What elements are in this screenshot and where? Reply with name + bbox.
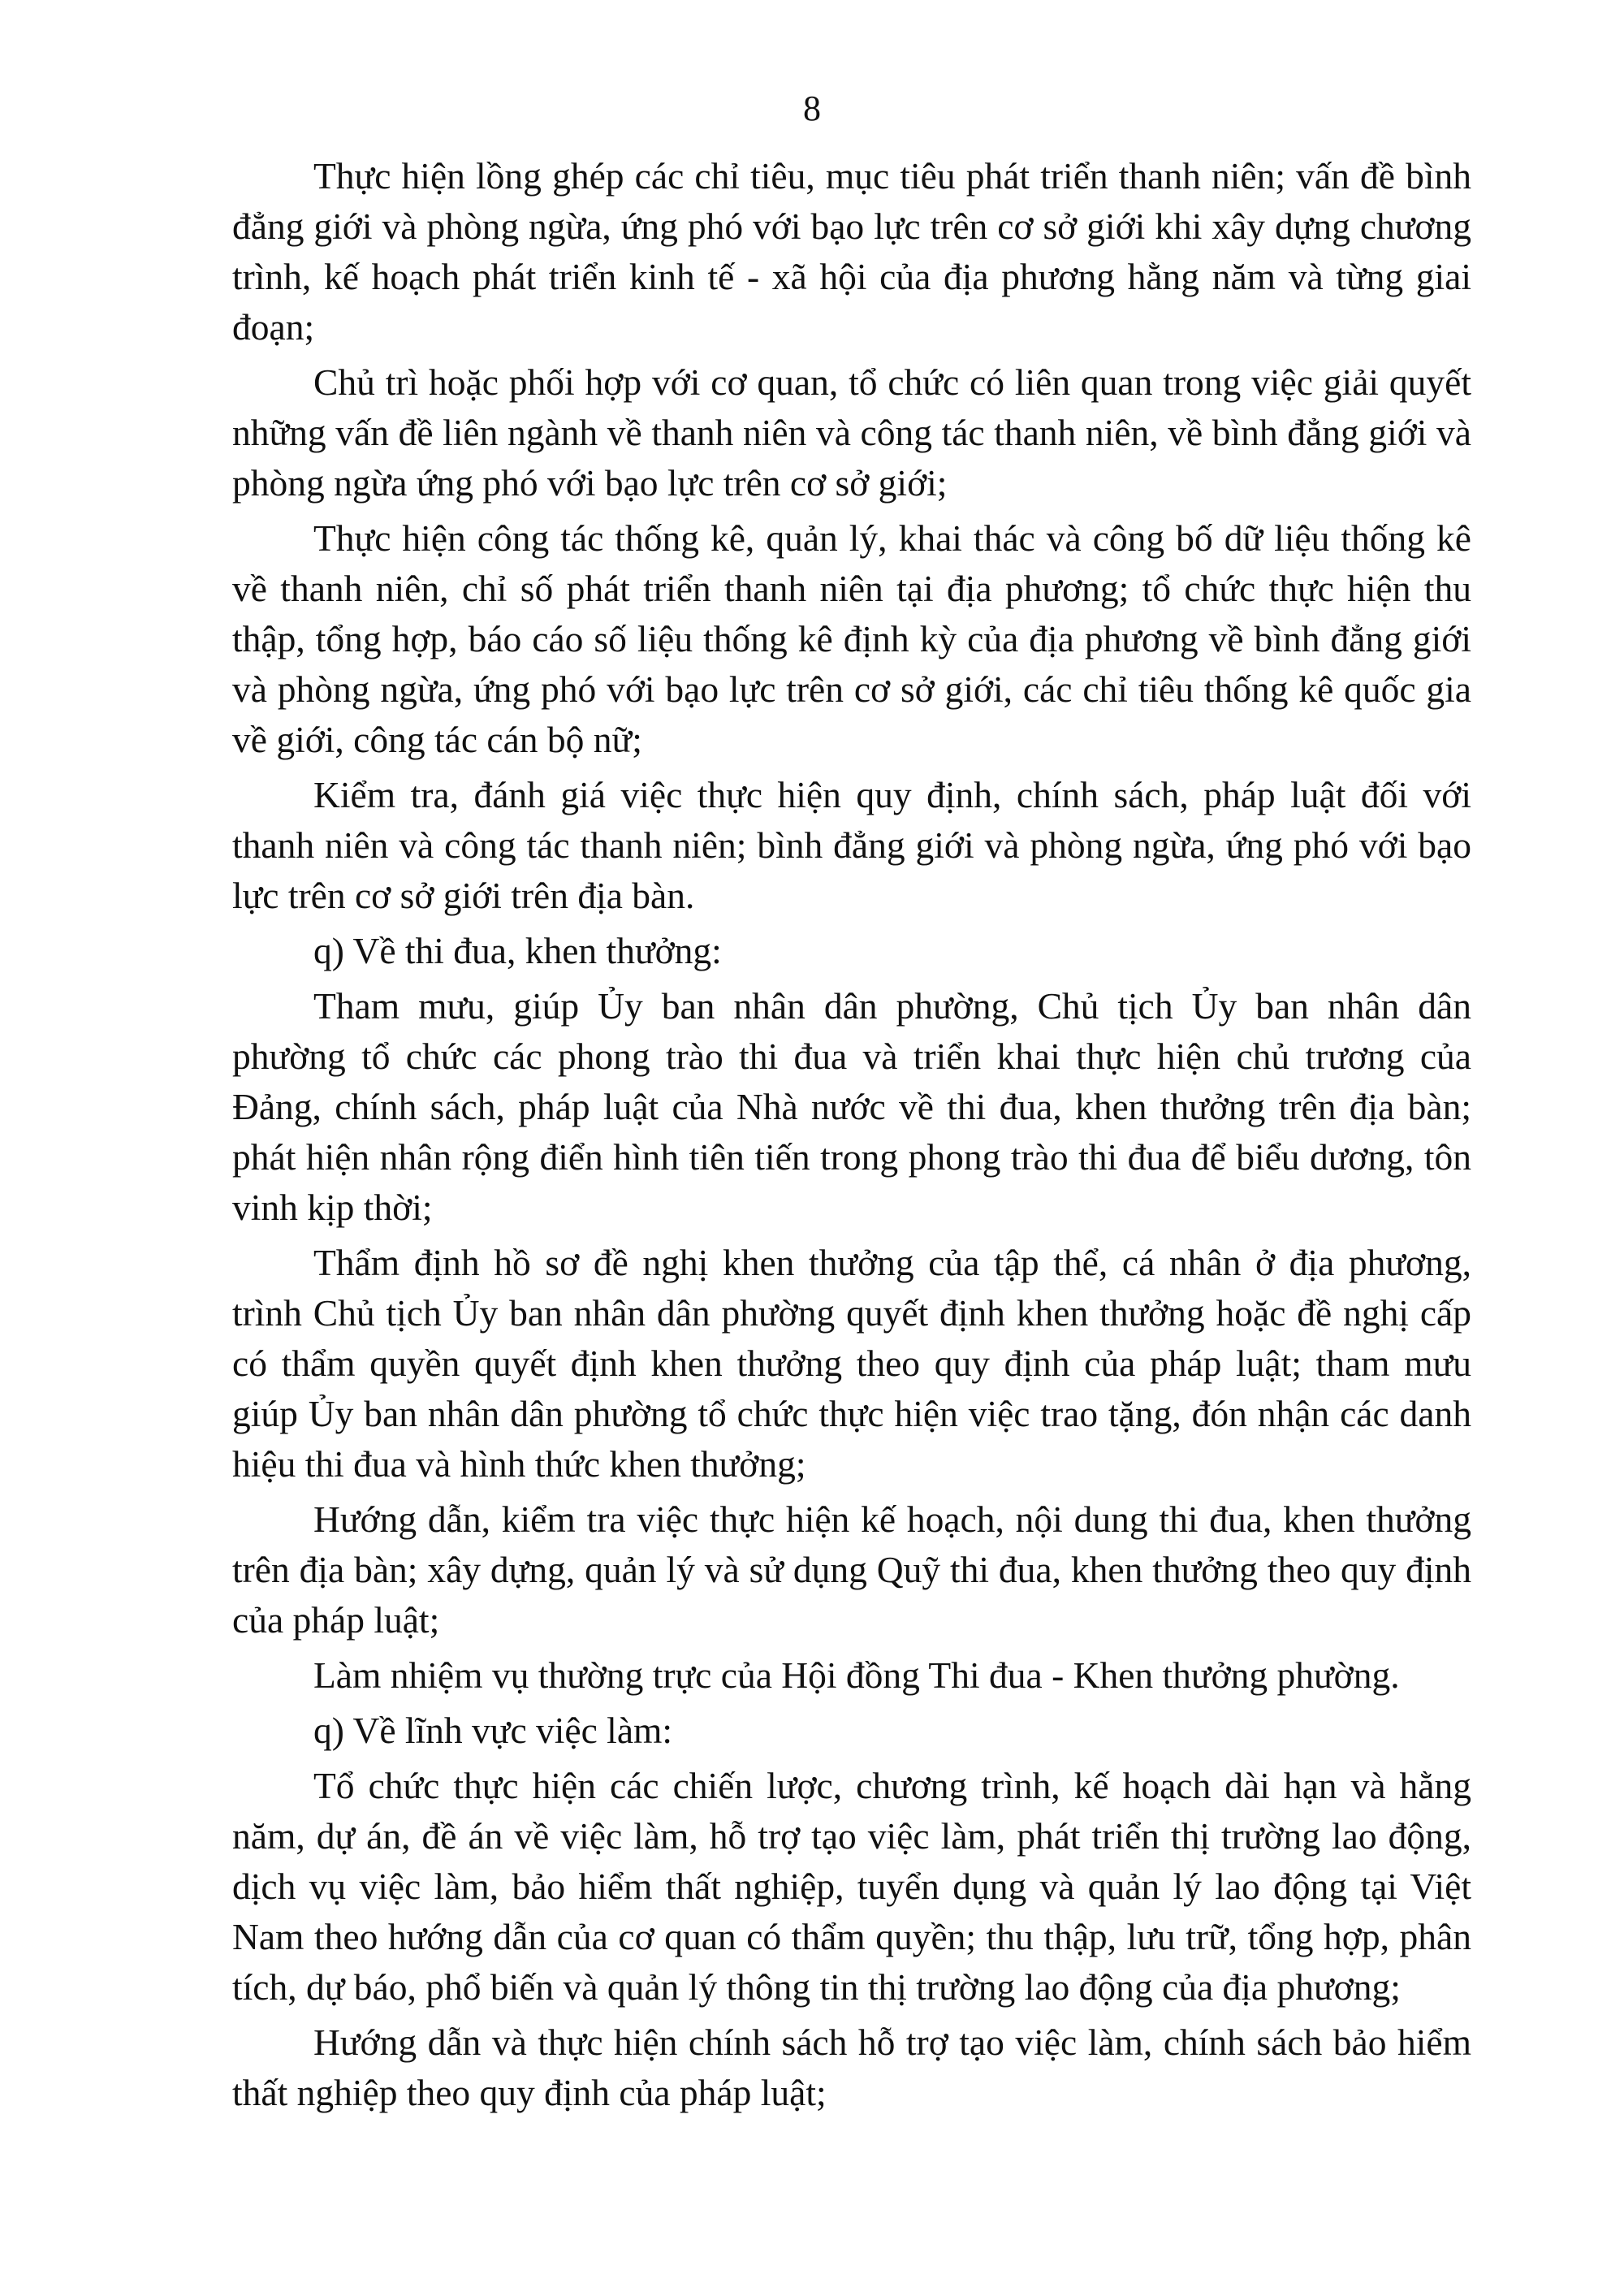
paragraph: Thực hiện công tác thống kê, quản lý, khai thác và công bố dữ liệu thống kê về thanh niên, chỉ số phát triển thanh niên tại địa phương; tổ chức thực hiện thu thập, tổng hợp, báo cáo số liệu thống kê định kỳ của địa phương về bình đẳng giới và phòng ngừa, ứng phó với bạo lực trên cơ sở giới, các chỉ tiêu thống kê quốc gia về giới, công tác cán bộ nữ; [232,517,1471,760]
body-text [232,151,1471,2123]
paragraph: Kiểm tra, đánh giá việc thực hiện quy định, chính sách, pháp luật đối với thanh niên và công tác thanh niên; bình đẳng giới và phòng ngừa, ứng phó với bạo lực trên cơ sở giới trên địa bàn. [232,774,1471,916]
paragraph: Tổ chức thực hiện các chiến lược, chương trình, kế hoạch dài hạn và hằng năm, dự án, đề án về việc làm, hỗ trợ tạo việc làm, phát triển thị trường lao động, dịch vụ việc làm, bảo hiểm thất nghiệp, tuyển dụng và quản lý lao động tại Việt Nam theo hướng dẫn của cơ quan có thẩm quyền; thu thập, lưu trữ, tổng hợp, phân tích, dự báo, phổ biến và quản lý thông tin thị trường lao động của địa phương; [232,1765,1471,2008]
section-heading: q) Về lĩnh vực việc làm: [313,1710,673,1751]
paragraph: Chủ trì hoặc phối hợp với cơ quan, tổ chức có liên quan trong việc giải quyết những vấn đề liên ngành về thanh niên và công tác thanh niên, về bình đẳng giới và phòng ngừa ứng phó với bạo lực trên cơ sở giới; [232,361,1471,504]
section-heading: q) Về thi đua, khen thưởng: [313,930,722,971]
paragraph: Hướng dẫn, kiểm tra việc thực hiện kế hoạch, nội dung thi đua, khen thưởng trên địa bàn; xây dựng, quản lý và sử dụng Quỹ thi đua, khen thưởng theo quy định của pháp luật; [232,1498,1471,1641]
page-number: 8 [803,89,821,128]
paragraph: Thẩm định hồ sơ đề nghị khen thưởng của tập thể, cá nhân ở địa phương, trình Chủ tịch Ủy ban nhân dân phường quyết định khen thưởng hoặc đề nghị cấp có thẩm quyền quyết định khen thưởng theo quy định của pháp luật; tham mưu giúp Ủy ban nhân dân phường tổ chức thực hiện việc trao tặng, đón nhận các danh hiệu thi đua và hình thức khen thưởng; [232,1242,1471,1485]
paragraph: Hướng dẫn và thực hiện chính sách hỗ trợ tạo việc làm, chính sách bảo hiểm thất nghiệp theo quy định của pháp luật; [232,2021,1471,2113]
paragraph: Làm nhiệm vụ thường trực của Hội đồng Thi đua - Khen thưởng phường. [313,1654,1400,1696]
paragraph: Tham mưu, giúp Ủy ban nhân dân phường, Chủ tịch Ủy ban nhân dân phường tổ chức các phong trào thi đua và triển khai thực hiện chủ trương của Đảng, chính sách, pháp luật của Nhà nước về thi đua, khen thưởng trên địa bàn; phát hiện nhân rộng điển hình tiên tiến trong phong trào thi đua để biểu dương, tôn vinh kịp thời; [232,985,1471,1228]
paragraph: Thực hiện lồng ghép các chỉ tiêu, mục tiêu phát triển thanh niên; vấn đề bình đẳng giới và phòng ngừa, ứng phó với bạo lực trên cơ sở giới khi xây dựng chương trình, kế hoạch phát triển kinh tế - xã hội của địa phương hằng năm và từng giai đoạn; [232,155,1471,348]
